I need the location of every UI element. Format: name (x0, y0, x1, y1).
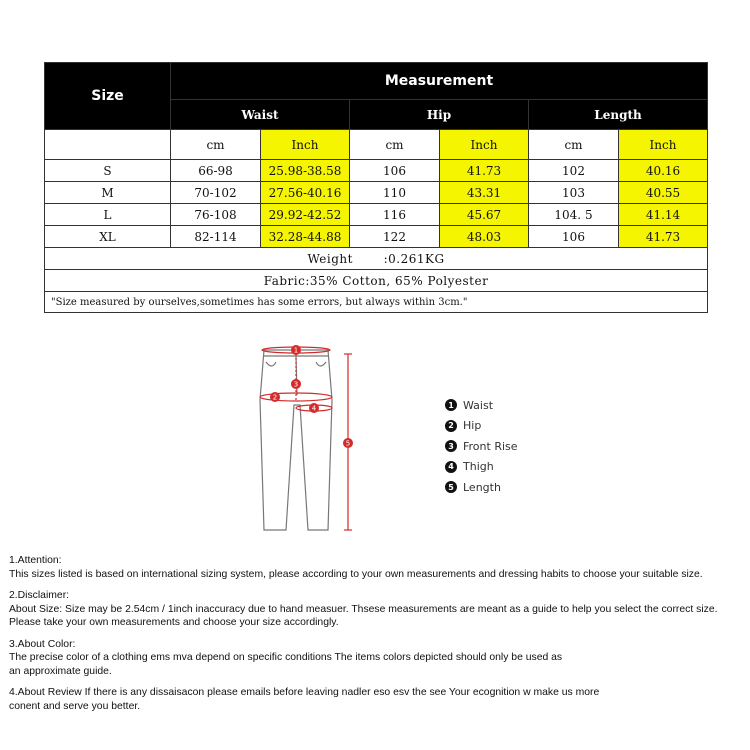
unit-cell: cm (171, 130, 261, 160)
number-badge-icon: 5 (445, 481, 457, 493)
note-text: The precise color of a clothing ems mva depend on specific conditions The items colors depicted should only be used as (9, 652, 563, 663)
fabric-row (45, 270, 708, 292)
legend-item (445, 477, 518, 498)
number-markers (270, 345, 353, 448)
hip-inch-cell: 45.67 (440, 204, 529, 226)
pants-outline (260, 350, 332, 530)
hip-cm-cell: 110 (350, 182, 440, 204)
unit-cell: cm (350, 130, 440, 160)
legend-label: Front Rise (463, 439, 518, 453)
size-chart-table (44, 62, 708, 313)
fabric-cell: Fabric:35% Cotton, 65% Polyester (45, 270, 708, 292)
length-cm-cell: 104. 5 (529, 204, 619, 226)
note-text: conent and serve you better. (9, 700, 141, 712)
legend-item (445, 436, 518, 457)
marker-2: 2 (272, 393, 278, 402)
waist-cm-cell: 82-114 (171, 226, 261, 248)
weight-value: :0.261KG (383, 251, 445, 266)
note-row (45, 292, 708, 313)
note-text: an approximate guide. (9, 665, 112, 677)
note-text: Please take your own measurements and choose your size accordingly. (9, 617, 339, 628)
hip-cm-cell: 116 (350, 204, 440, 226)
marker-4: 4 (311, 404, 317, 413)
size-cell: M (45, 182, 171, 204)
table-row (45, 182, 708, 204)
length-inch-cell: 41.14 (619, 204, 708, 226)
note-text: This sizes listed is based on international sizing system, please according to your own measurements and dressing habits to choose your suitable size. (9, 568, 703, 580)
legend-item (445, 395, 518, 416)
table-row (45, 160, 708, 182)
weight-row (45, 248, 708, 270)
attention-note (9, 554, 749, 581)
unit-row (45, 130, 708, 160)
marker-1: 1 (293, 346, 299, 355)
table-row (45, 204, 708, 226)
note-title: 2.Disclaimer: (9, 590, 70, 601)
hip-inch-cell: 41.73 (440, 160, 529, 182)
waist-cm-cell: 66-98 (171, 160, 261, 182)
marker-3: 3 (293, 380, 299, 389)
length-inch-cell: 41.73 (619, 226, 708, 248)
waist-group-header: Waist (171, 100, 350, 130)
length-group-header: Length (529, 100, 708, 130)
length-inch-cell: 40.55 (619, 182, 708, 204)
number-badge-icon: 3 (445, 440, 457, 452)
hip-inch-cell: 43.31 (440, 182, 529, 204)
legend-label: Waist (463, 398, 494, 412)
legend-label: Length (463, 480, 501, 494)
marker-5: 5 (345, 439, 351, 448)
number-badge-icon: 1 (445, 399, 457, 411)
waist-inch-cell: 27.56-40.16 (261, 182, 350, 204)
unit-cell: Inch (619, 130, 708, 160)
legend-label: Hip (463, 419, 482, 433)
table-row (45, 226, 708, 248)
note-title: 1.Attention: (9, 555, 62, 566)
weight-cell (45, 248, 708, 270)
number-badge-icon: 4 (445, 461, 457, 473)
note-text: 4.About Review If there is any dissaisacon please emails before leaving nadler eso esv the see Your ecognition w make us more (9, 687, 600, 698)
color-note (9, 638, 749, 679)
waist-inch-cell: 29.92-42.52 (261, 204, 350, 226)
waist-inch-cell: 25.98-38.58 (261, 160, 350, 182)
note-text: About Size: Size may be 2.54cm / 1inch inaccuracy due to hand measuer. Thsese measurements are meant as a guide to help you select the correct size. (9, 603, 718, 615)
weight-label: Weight (307, 251, 353, 266)
waist-cm-cell: 70-102 (171, 182, 261, 204)
length-cm-cell: 103 (529, 182, 619, 204)
disclaimer-note (9, 589, 749, 630)
waist-cm-cell: 76-108 (171, 204, 261, 226)
review-note (9, 686, 749, 713)
size-cell: XL (45, 226, 171, 248)
blank-cell (45, 130, 171, 160)
length-inch-cell: 40.16 (619, 160, 708, 182)
measurement-header: Measurement (171, 63, 708, 100)
pants-diagram (250, 340, 370, 540)
legend-item (445, 457, 518, 478)
size-cell: S (45, 160, 171, 182)
length-cm-cell: 102 (529, 160, 619, 182)
hip-inch-cell: 48.03 (440, 226, 529, 248)
size-header: Size (45, 63, 171, 130)
number-badge-icon: 2 (445, 420, 457, 432)
hip-cm-cell: 106 (350, 160, 440, 182)
legend-label: Thigh (463, 460, 494, 474)
hip-cm-cell: 122 (350, 226, 440, 248)
hip-group-header: Hip (350, 100, 529, 130)
unit-cell: Inch (440, 130, 529, 160)
notes-section (9, 554, 749, 721)
length-cm-cell: 106 (529, 226, 619, 248)
unit-cell: cm (529, 130, 619, 160)
unit-cell: Inch (261, 130, 350, 160)
legend-item (445, 416, 518, 437)
measurement-note: "Size measured by ourselves,sometimes has some errors, but always within 3cm." (45, 292, 708, 313)
waist-inch-cell: 32.28-44.88 (261, 226, 350, 248)
diagram-legend (445, 395, 518, 498)
size-cell: L (45, 204, 171, 226)
note-title: 3.About Color: (9, 638, 76, 650)
